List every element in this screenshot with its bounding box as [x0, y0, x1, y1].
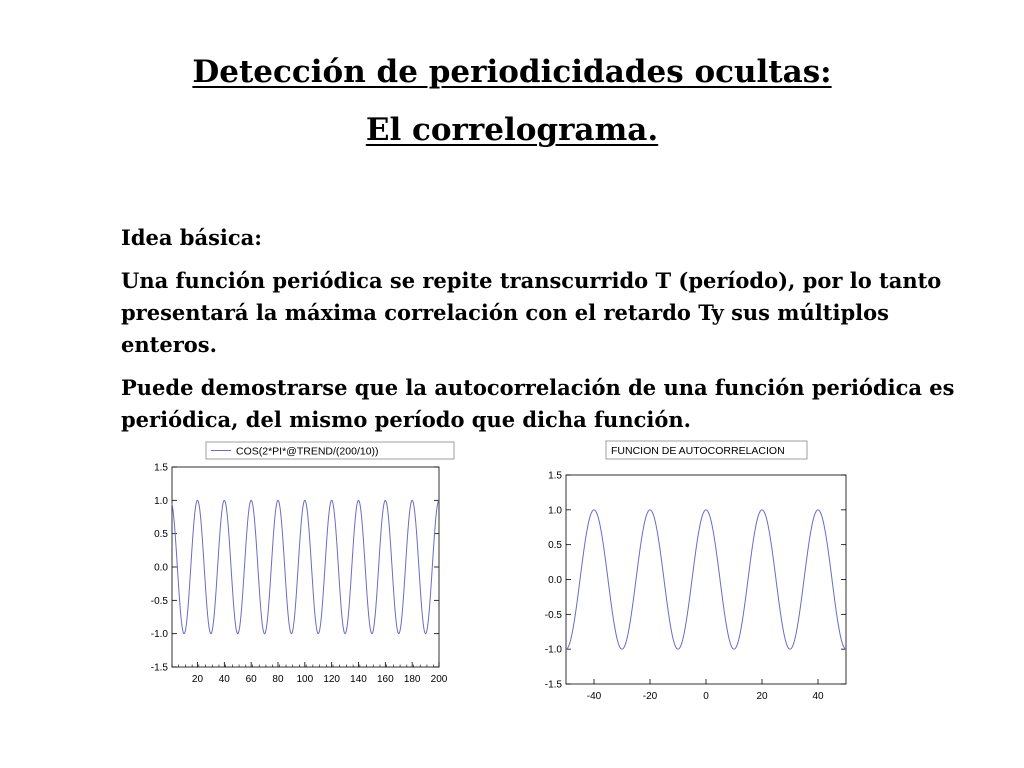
y-tick-label: 1.5 [548, 470, 562, 482]
y-tick-label: -1.5 [150, 662, 168, 674]
y-tick-label: 0.0 [154, 562, 168, 574]
x-tick-label: 0 [703, 691, 709, 702]
title-line-2: El correlograma. [365, 112, 659, 148]
y-tick-label: 0.5 [154, 529, 168, 541]
y-tick-label: -1.0 [150, 629, 168, 641]
y-tick-label: -1.5 [544, 679, 562, 691]
plot-frame [172, 467, 439, 667]
y-tick-label: 1.0 [548, 505, 562, 517]
y-tick-label: 1.0 [154, 495, 168, 507]
x-tick-label: 160 [376, 674, 394, 685]
legend-label: FUNCION DE AUTOCORRELACION [611, 445, 785, 457]
x-tick-label: -20 [642, 691, 658, 702]
y-tick-label: 0.0 [548, 575, 562, 586]
title-line-1: Detección de periodicidades ocultas: [192, 54, 832, 90]
x-tick-label: 80 [272, 674, 284, 685]
y-tick-label: -0.5 [150, 595, 168, 607]
legend-label: COS(2*PI*@TREND/(200/10)) [236, 445, 379, 458]
x-tick-label: 40 [812, 691, 824, 702]
y-tick-label: 0.5 [548, 540, 562, 552]
series-line [172, 500, 439, 633]
paragraph-periodic-function: Una función periódica se repite transcurrido T (período), por lo tanto presentará la máxima correlación con el retardo Ty sus múltiplos enteros. [121, 268, 942, 357]
y-tick-label: -1.0 [544, 644, 562, 656]
section-heading: Idea básica: [121, 225, 263, 250]
x-tick-label: -40 [586, 691, 602, 702]
paragraph-autocorrelation: Puede demostrarse que la autocorrelación de una función periódica es periódica, del mismo período que dicha función. [121, 375, 955, 432]
series-line [566, 510, 846, 649]
x-tick-label: 200 [430, 674, 448, 685]
cosine-series-chart [140, 440, 460, 695]
x-tick-label: 20 [756, 691, 768, 702]
y-tick-label: 1.5 [154, 462, 168, 474]
x-tick-label: 20 [191, 674, 204, 685]
x-tick-label: 100 [296, 674, 314, 685]
x-tick-label: 140 [350, 674, 367, 685]
x-tick-label: 120 [323, 674, 341, 685]
autocorrelation-chart [528, 438, 858, 708]
x-tick-label: 40 [218, 674, 230, 685]
x-tick-label: 60 [245, 674, 257, 685]
x-tick-label: 180 [403, 674, 421, 685]
y-tick-label: -0.5 [544, 609, 562, 621]
